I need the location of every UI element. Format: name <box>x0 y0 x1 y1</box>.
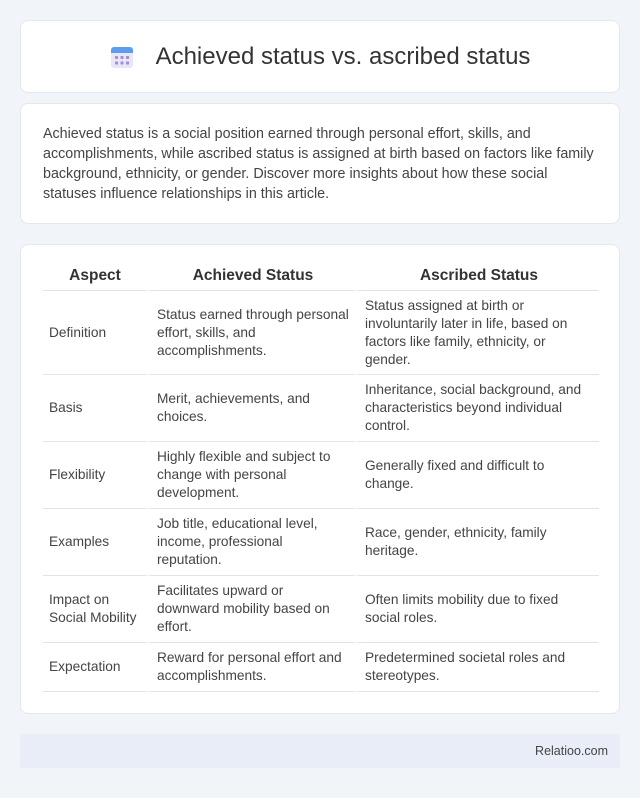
cell-ascribed: Inheritance, social background, and characteristics beyond individual control. <box>355 375 599 442</box>
table-row <box>43 291 599 375</box>
table-row <box>43 509 599 576</box>
cell-aspect: Flexibility <box>43 442 147 509</box>
table-header-row <box>43 267 599 291</box>
cell-aspect: Expectation <box>43 643 147 692</box>
cell-aspect: Definition <box>43 291 147 375</box>
cell-aspect: Examples <box>43 509 147 576</box>
header-aspect: Aspect <box>43 267 147 291</box>
cell-ascribed: Race, gender, ethnicity, family heritage. <box>355 509 599 576</box>
title-card <box>20 20 620 93</box>
cell-ascribed: Often limits mobility due to fixed social roles. <box>355 576 599 643</box>
comparison-card <box>20 244 620 714</box>
cell-achieved: Highly flexible and subject to change with personal development. <box>147 442 355 509</box>
footer <box>20 734 620 768</box>
intro-card <box>20 103 620 224</box>
cell-achieved: Facilitates upward or downward mobility based on effort. <box>147 576 355 643</box>
calendar-icon <box>110 45 134 69</box>
cell-achieved: Status earned through personal effort, skills, and accomplishments. <box>147 291 355 375</box>
header-ascribed-status: Ascribed Status <box>355 267 599 291</box>
cell-aspect: Basis <box>43 375 147 442</box>
footer-site-name: Relatioo.com <box>535 744 608 758</box>
cell-ascribed: Predetermined societal roles and stereotypes. <box>355 643 599 692</box>
cell-ascribed: Generally fixed and difficult to change. <box>355 442 599 509</box>
cell-achieved: Merit, achievements, and choices. <box>147 375 355 442</box>
table-row <box>43 643 599 692</box>
intro-paragraph: Achieved status is a social position earned through personal effort, skills, and accomplishments, while ascribed status is assigned at birth based on factors like family background, ethnicity, or gender. Discover more insights about how these social statuses influence relationships in this article. <box>43 126 594 202</box>
cell-aspect: Impact on Social Mobility <box>43 576 147 643</box>
header-achieved-status: Achieved Status <box>147 267 355 291</box>
cell-achieved: Job title, educational level, income, professional reputation. <box>147 509 355 576</box>
cell-ascribed: Status assigned at birth or involuntarily later in life, based on factors like family, ethnicity, or gender. <box>355 291 599 375</box>
table-row <box>43 375 599 442</box>
page-title: Achieved status vs. ascribed status <box>155 42 531 70</box>
cell-achieved: Reward for personal effort and accomplishments. <box>147 643 355 692</box>
table-row <box>43 576 599 643</box>
comparison-table <box>43 267 599 692</box>
table-row <box>43 442 599 509</box>
title-row <box>110 43 531 71</box>
